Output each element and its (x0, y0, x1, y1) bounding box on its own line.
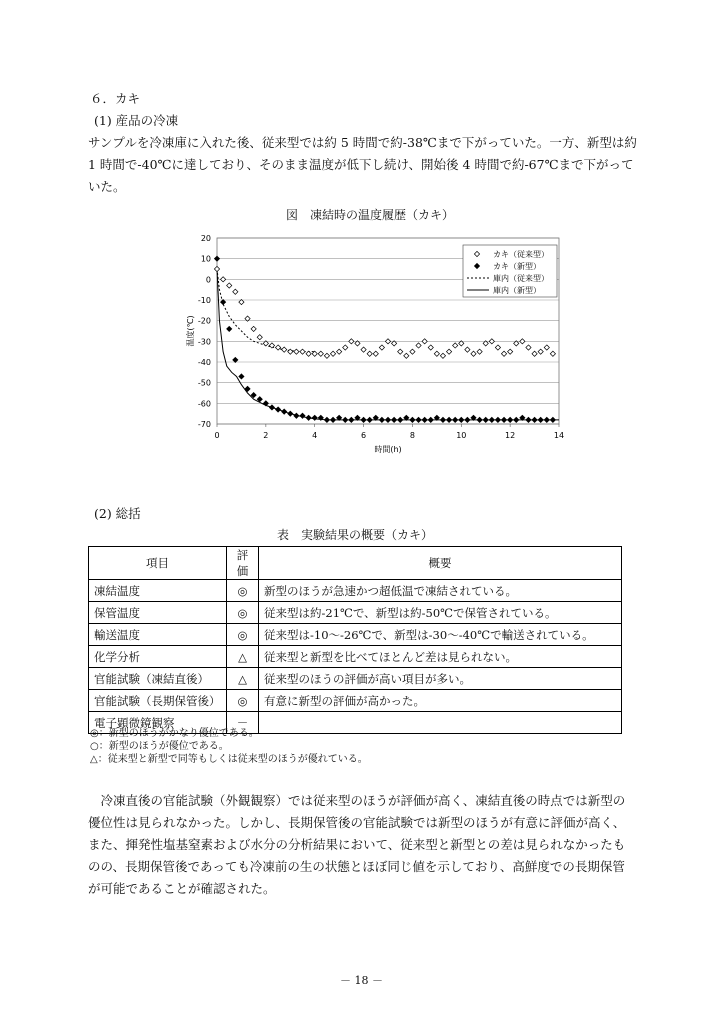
chart-caption: 図 凍結時の温度履歴（カキ） (285, 208, 454, 222)
note-line: ◎：新型のほうがかなり優位である。 (90, 728, 259, 739)
intro-line: サンプルを冷凍庫に入れた後、従来型では約 5 時間で約-38℃まで下がっていた。一方、新型は約 (88, 135, 637, 150)
conclusion-line: 冷凍直後の官能試験（外観観察）では従来型のほうが評価が高く、凍結直後の時点では新型の (88, 793, 626, 808)
data-point-series-0 (428, 345, 433, 350)
data-point-series-1 (446, 417, 451, 422)
table-row (89, 624, 622, 646)
cell-summary: 有意に新型の評価が高かった。 (259, 690, 622, 712)
y-tick-label: -70 (197, 420, 211, 429)
data-point-series-0 (373, 351, 378, 356)
header-rating: 評価 (227, 547, 259, 580)
table-row (89, 646, 622, 668)
data-point-series-0 (446, 349, 451, 354)
data-point-series-1 (214, 256, 219, 261)
y-tick-label: -40 (197, 358, 211, 367)
conclusion-paragraph (88, 790, 625, 900)
cell-rating: ◎ (227, 624, 259, 646)
legend-label: カキ（新型） (493, 262, 541, 271)
cell-item: 化学分析 (89, 646, 227, 668)
conclusion-line: また、揮発性塩基窒素および水分の分析結果において、従来型と新型との差は見られなかったも (88, 837, 626, 852)
data-point-series-1 (489, 417, 494, 422)
table-row (89, 602, 622, 624)
data-point-series-1 (453, 417, 458, 422)
y-tick-label: 0 (205, 275, 211, 285)
data-point-series-0 (404, 353, 409, 358)
data-point-series-1 (477, 417, 482, 422)
cell-summary: 従来型と新型を比べてほとんど差は見られない。 (259, 646, 622, 668)
data-point-series-1 (416, 417, 421, 422)
data-point-series-1 (269, 405, 274, 410)
table-header-row (89, 547, 622, 580)
data-point-series-0 (434, 351, 439, 356)
data-point-series-0 (495, 345, 500, 350)
temperature-chart (185, 228, 585, 468)
data-point-series-0 (324, 353, 329, 358)
data-point-series-1 (550, 417, 555, 422)
x-tick-label: 14 (553, 431, 565, 440)
results-table (88, 546, 622, 734)
data-point-series-1 (465, 417, 470, 422)
data-point-series-1 (385, 417, 390, 422)
cell-item: 凍結温度 (89, 580, 227, 602)
data-point-series-1 (263, 401, 268, 406)
data-point-series-0 (385, 339, 390, 344)
table-row (89, 580, 622, 602)
data-point-series-0 (306, 351, 311, 356)
data-point-series-0 (520, 339, 525, 344)
data-point-series-0 (343, 345, 348, 350)
data-point-series-0 (550, 351, 555, 356)
data-point-series-1 (532, 417, 537, 422)
data-point-series-0 (221, 277, 226, 282)
data-point-series-1 (410, 417, 415, 422)
data-point-series-1 (495, 417, 500, 422)
cell-rating: △ (227, 646, 259, 668)
data-point-series-0 (251, 326, 256, 331)
x-tick-label: 2 (263, 431, 269, 440)
data-point-series-0 (330, 351, 335, 356)
data-point-series-0 (489, 339, 494, 344)
data-point-series-0 (349, 339, 354, 344)
data-point-series-0 (532, 351, 537, 356)
page-number: － 18 － (340, 974, 383, 987)
data-point-series-0 (300, 349, 305, 354)
data-point-series-1 (349, 417, 354, 422)
data-point-series-0 (318, 351, 323, 356)
conclusion-line: が可能であることが確認された。 (88, 881, 276, 896)
data-point-series-0 (337, 349, 342, 354)
x-tick-label: 0 (214, 431, 220, 440)
data-point-series-1 (526, 417, 531, 422)
cell-rating: － (227, 712, 259, 734)
data-point-series-1 (361, 417, 366, 422)
cell-rating: ◎ (227, 602, 259, 624)
cell-rating: ◎ (227, 580, 259, 602)
section-subtitle: (1) 産品の冷凍 (94, 113, 179, 128)
intro-paragraph (88, 132, 637, 198)
data-point-series-0 (422, 339, 427, 344)
data-point-series-1 (483, 417, 488, 422)
data-point-series-0 (233, 289, 238, 294)
cell-item: 官能試験（凍結直後） (89, 668, 227, 690)
data-point-series-0 (398, 349, 403, 354)
data-point-series-1 (239, 374, 244, 379)
section-title: ６．カキ (90, 91, 141, 106)
cell-summary: 従来型のほうの評価が高い項目が多い。 (259, 668, 622, 690)
cell-summary: 従来型は約-21℃で、新型は約-50℃で保管されている。 (259, 602, 622, 624)
y-tick-label: 20 (200, 234, 211, 243)
cell-item: 保管温度 (89, 602, 227, 624)
table-row (89, 668, 622, 690)
data-point-series-1 (392, 417, 397, 422)
data-point-series-1 (275, 407, 280, 412)
data-point-series-1 (379, 417, 384, 422)
data-point-series-1 (367, 417, 372, 422)
x-tick-label: 6 (361, 431, 367, 440)
data-point-series-1 (514, 417, 519, 422)
legend-label: 庫内（新型） (493, 286, 541, 295)
cell-rating: ◎ (227, 690, 259, 712)
y-tick-label: -10 (197, 296, 211, 305)
data-point-series-1 (324, 417, 329, 422)
data-point-series-1 (282, 409, 287, 414)
data-point-series-0 (453, 343, 458, 348)
series-line-2 (217, 269, 315, 352)
table-notes (90, 727, 368, 766)
data-point-series-0 (410, 349, 415, 354)
table-row (89, 690, 622, 712)
y-tick-label: -20 (197, 316, 211, 326)
data-point-series-1 (294, 413, 299, 418)
data-point-series-0 (257, 335, 262, 340)
y-tick-label: 10 (200, 254, 211, 264)
data-point-series-0 (440, 353, 445, 358)
cell-item: 官能試験（長期保管後） (89, 690, 227, 712)
data-point-series-0 (465, 347, 470, 352)
data-point-series-1 (428, 417, 433, 422)
header-summary: 概要 (259, 547, 622, 580)
data-point-series-1 (288, 411, 293, 416)
legend-label: カキ（従来型） (493, 250, 549, 259)
note-line: △：従来型と新型で同等もしくは従来型のほうが優れている。 (90, 754, 368, 765)
data-point-series-1 (459, 417, 464, 422)
data-point-series-0 (361, 347, 366, 352)
y-tick-label: -30 (197, 337, 211, 347)
cell-summary: 従来型は-10～-26℃で、新型は-30～-40℃で輸送されている。 (259, 624, 622, 646)
data-point-series-0 (477, 349, 482, 354)
table-caption: 表 実験結果の概要（カキ） (276, 528, 433, 542)
data-point-series-0 (294, 349, 299, 354)
x-tick-label: 8 (409, 431, 415, 440)
cell-rating: △ (227, 668, 259, 690)
data-point-series-1 (508, 417, 513, 422)
legend-label: 庫内（従来型） (493, 274, 549, 283)
data-point-series-1 (422, 417, 427, 422)
intro-line: 1 時間で-40℃に達しており、そのまま温度が低下し続け、開始後 4 時間で約-67℃まで下がって (88, 157, 634, 172)
data-point-series-0 (227, 283, 232, 288)
data-point-series-0 (544, 345, 549, 350)
data-point-series-0 (367, 351, 372, 356)
intro-line: いた。 (88, 179, 126, 194)
y-tick-label: -60 (197, 399, 211, 409)
data-point-series-1 (440, 417, 445, 422)
cell-summary: 新型のほうが急速かつ超低温で凍結されている。 (259, 580, 622, 602)
y-axis-label: 温度(℃) (186, 315, 195, 347)
data-point-series-1 (306, 415, 311, 420)
data-point-series-1 (501, 417, 506, 422)
data-point-series-0 (416, 343, 421, 348)
data-point-series-0 (526, 345, 531, 350)
data-point-series-0 (538, 349, 543, 354)
header-item: 項目 (89, 547, 227, 580)
x-tick-label: 10 (456, 431, 467, 440)
data-point-series-1 (538, 417, 543, 422)
data-point-series-1 (227, 326, 232, 331)
data-point-series-0 (471, 351, 476, 356)
data-point-series-1 (544, 417, 549, 422)
x-tick-label: 4 (312, 431, 318, 440)
x-tick-label: 12 (505, 431, 516, 440)
cell-item: 電子顕微鏡観察 (89, 712, 227, 734)
data-point-series-1 (343, 417, 348, 422)
summary-subtitle: (2) 総括 (94, 506, 141, 521)
x-axis-label: 時間(h) (374, 445, 402, 454)
conclusion-line: 優位性は見られなかった。しかし、長期保管後の官能試験では新型のほうが有意に評価が高く、 (88, 815, 626, 830)
data-point-series-0 (508, 349, 513, 354)
data-point-series-0 (282, 347, 287, 352)
note-line: ○：新型のほうが優位である。 (90, 741, 229, 752)
y-tick-label: -50 (197, 378, 211, 388)
data-point-series-0 (501, 351, 506, 356)
data-point-series-1 (398, 417, 403, 422)
data-point-series-1 (330, 417, 335, 422)
data-point-series-0 (214, 266, 219, 271)
data-point-series-0 (379, 345, 384, 350)
data-point-series-1 (312, 415, 317, 420)
cell-item: 輸送温度 (89, 624, 227, 646)
conclusion-line: のの、長期保管後であっても冷凍前の生の状態とほぼ同じ値を示しており、高鮮度での長期保管 (88, 859, 625, 874)
